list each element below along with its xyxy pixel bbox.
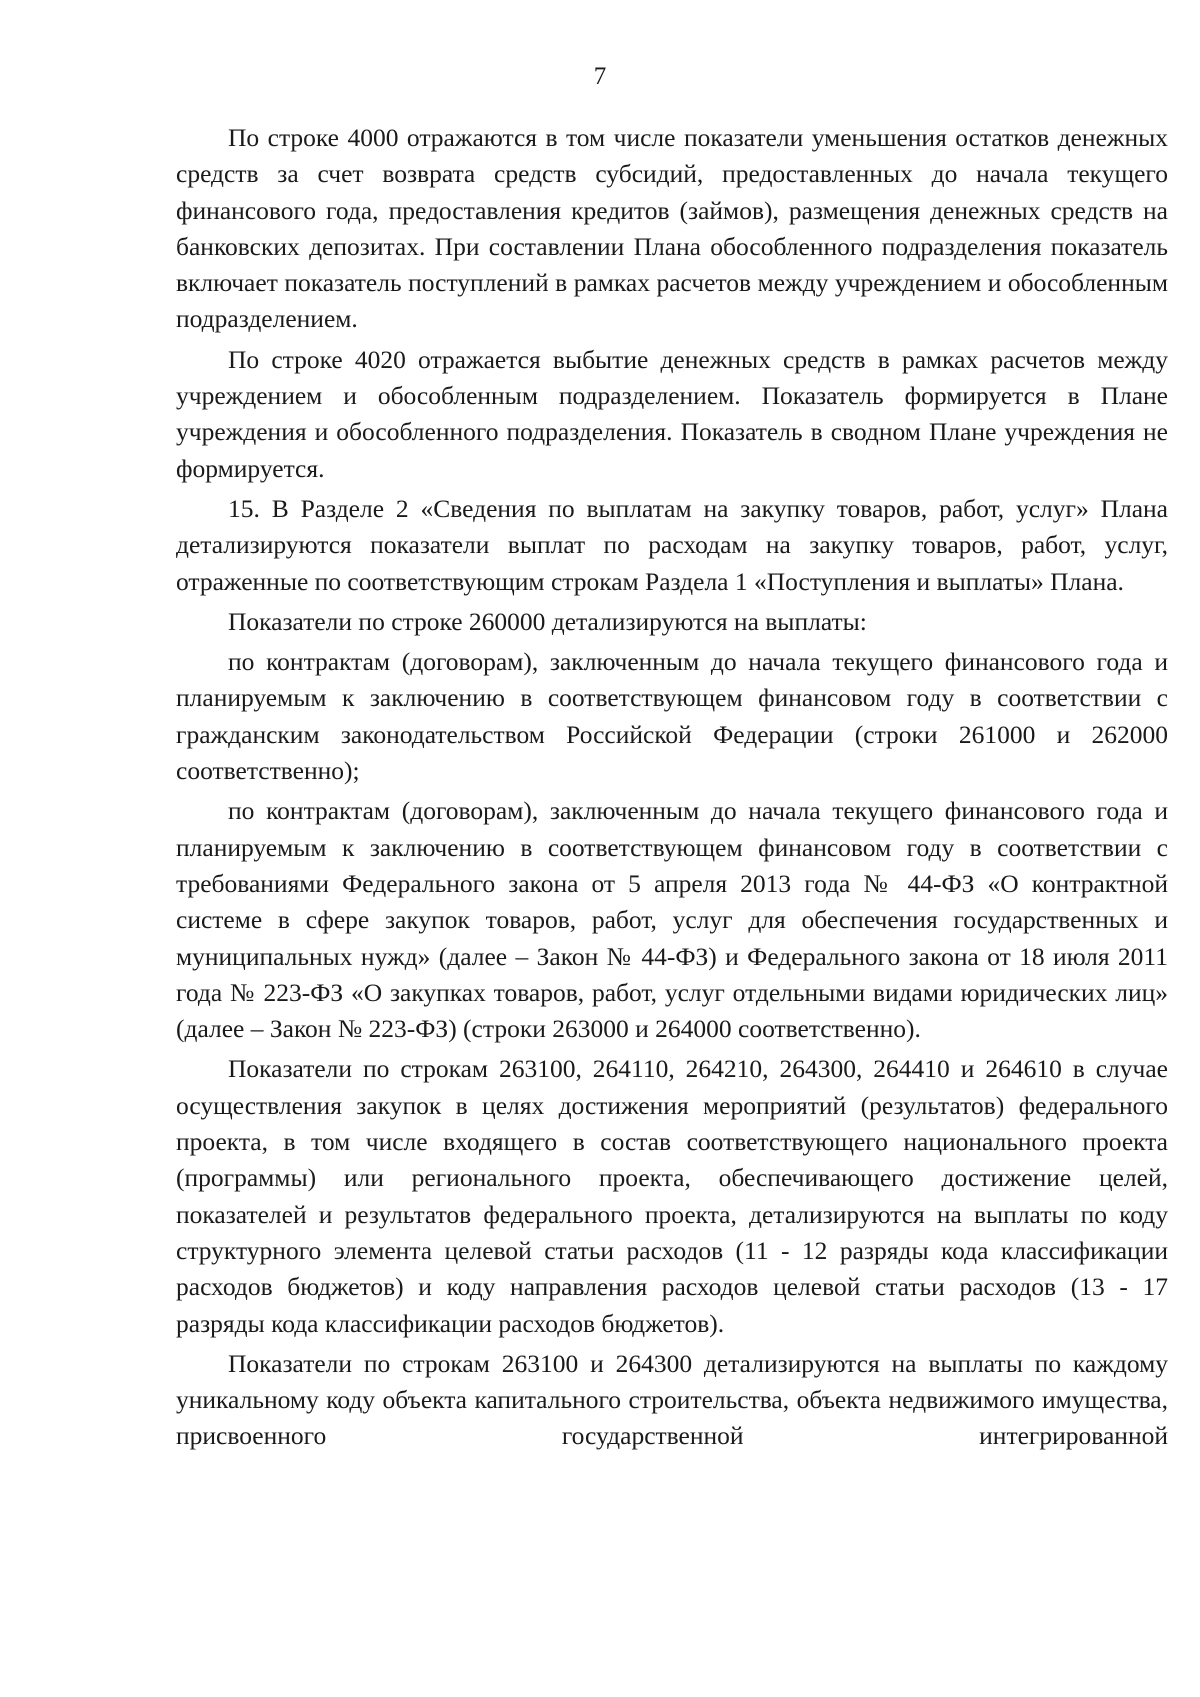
document-body — [176, 120, 1168, 1459]
page-number: 7 — [593, 63, 607, 90]
paragraph-44fz-223fz-contracts: по контрактам (договорам), заключенным до начала текущего финансового года и планируемым к заключению в соответствующем финансовом году в соответствии с требованиями Федерального закона от 5 апреля 2013 года № 44-ФЗ «О контрактной системе в сфере закупок товаров, работ, услуг для обеспечения государственных и муниципальных нужд» (далее – Закон № 44-ФЗ) и Федерального закона от 18 июля 2011 года № 223-ФЗ «О закупках товаров, работ, услуг отдельными видами юридических лиц» (далее – Закон № 223-ФЗ) (строки 263000 и 264000 соответственно). — [176, 796, 1168, 1044]
paragraph-line-4000: По строке 4000 отражаются в том числе показатели уменьшения остатков денежных средств за счет возврата средств субсидий, предоставленных до начала текущего финансового года, предоставления кредитов (займов), размещения денежных средств на банковских депозитах. При составлении Плана обособленного подразделения показатель включает показатель поступлений в рамках расчетов между учреждением и обособленным подразделением. — [176, 123, 1168, 334]
paragraph-federal-project-lines: Показатели по строкам 263100, 264110, 264210, 264300, 264410 и 264610 в случае осуществления закупок в целях достижения мероприятий (результатов) федерального проекта, в том числе входящего в состав соответствующего национального проекта (программы) или регионального проекта, обеспечивающего достижение целей, показателей и результатов федерального проекта, детализируются на выплаты по коду структурного элемента целевой статьи расходов (11 - 12 разряды кода классификации расходов бюджетов) и коду направления расходов целевой статьи расходов (13 - 17 разряды кода классификации расходов бюджетов). — [176, 1054, 1168, 1338]
paragraph-line-4020: По строке 4020 отражается выбытие денежных средств в рамках расчетов между учреждением и обособленным подразделением. Показатель формируется в Плане учреждения и обособленного подразделения. Показатель в сводном Плане учреждения не формируется. — [176, 344, 1168, 483]
paragraph-civil-law-contracts: по контрактам (договорам), заключенным до начала текущего финансового года и планируемым к заключению в соответствующем финансовом году в соответствии с гражданским законодательством Российской Федерации (строки 261000 и 262000 соответственно); — [176, 647, 1168, 786]
paragraph-capital-construction: Показатели по строкам 263100 и 264300 детализируются на выплаты по каждому уникальному коду объекта капитального строительства, объекта недвижимого имущества, присвоенного государственной интегрированной — [176, 1348, 1168, 1451]
paragraph-item-15: 15. В Разделе 2 «Сведения по выплатам на закупку товаров, работ, услуг» Плана детализируются показатели выплат по расходам на закупку товаров, работ, услуг, отраженные по соответствующим строкам Раздела 1 «Поступления и выплаты» Плана. — [176, 493, 1168, 596]
paragraph-line-260000: Показатели по строке 260000 детализируются на выплаты: — [228, 606, 867, 636]
